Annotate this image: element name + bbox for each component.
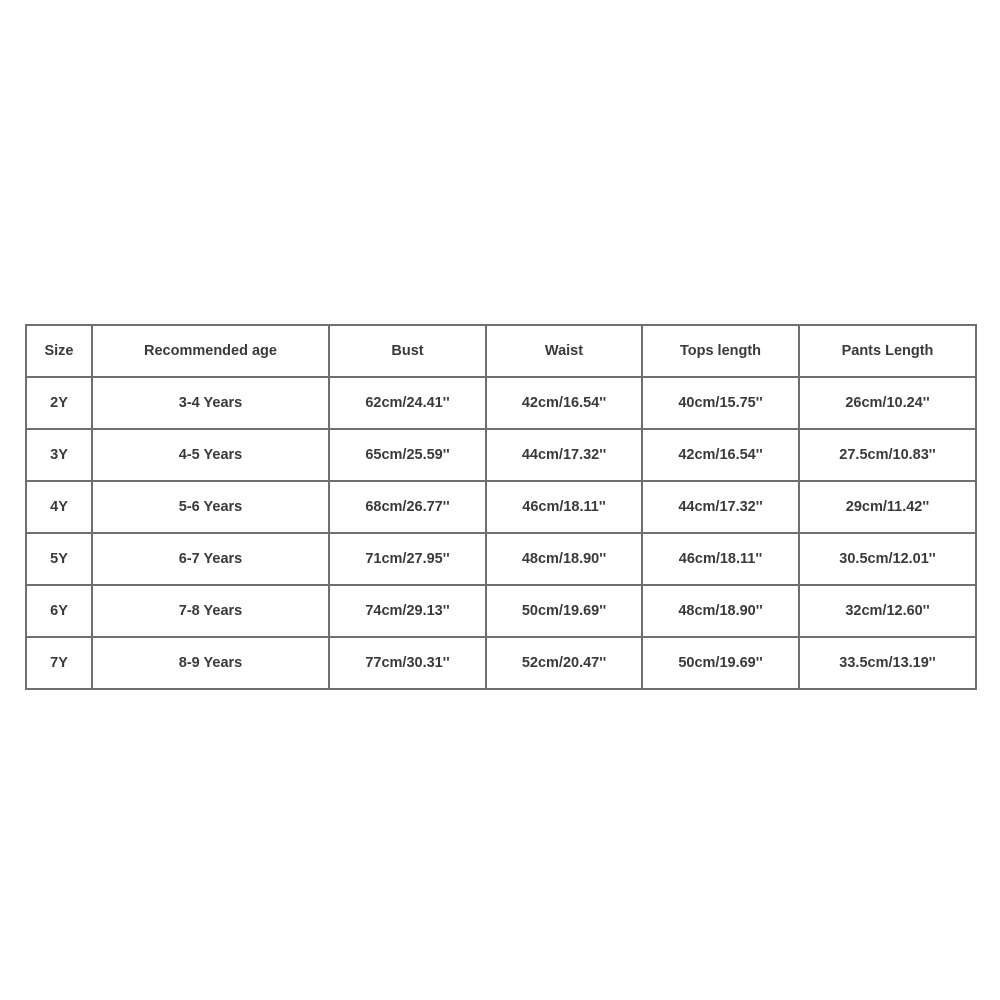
cell-recommended-age: 3-4 Years [92, 377, 329, 429]
table-row [26, 429, 976, 481]
cell-tops-length: 42cm/16.54'' [642, 429, 799, 481]
cell-recommended-age: 5-6 Years [92, 481, 329, 533]
cell-waist: 42cm/16.54'' [486, 377, 642, 429]
cell-waist: 52cm/20.47'' [486, 637, 642, 689]
cell-bust: 74cm/29.13'' [329, 585, 486, 637]
cell-size: 6Y [26, 585, 92, 637]
cell-bust: 65cm/25.59'' [329, 429, 486, 481]
cell-tops-length: 46cm/18.11'' [642, 533, 799, 585]
cell-recommended-age: 7-8 Years [92, 585, 329, 637]
size-chart-table [25, 324, 977, 690]
cell-size: 7Y [26, 637, 92, 689]
table-row [26, 481, 976, 533]
header-tops-length: Tops length [642, 325, 799, 377]
cell-pants-length: 32cm/12.60'' [799, 585, 976, 637]
cell-pants-length: 29cm/11.42'' [799, 481, 976, 533]
header-waist: Waist [486, 325, 642, 377]
table-row [26, 585, 976, 637]
cell-pants-length: 26cm/10.24'' [799, 377, 976, 429]
cell-tops-length: 50cm/19.69'' [642, 637, 799, 689]
cell-pants-length: 33.5cm/13.19'' [799, 637, 976, 689]
cell-size: 3Y [26, 429, 92, 481]
cell-waist: 44cm/17.32'' [486, 429, 642, 481]
cell-waist: 46cm/18.11'' [486, 481, 642, 533]
cell-waist: 50cm/19.69'' [486, 585, 642, 637]
cell-recommended-age: 8-9 Years [92, 637, 329, 689]
cell-recommended-age: 6-7 Years [92, 533, 329, 585]
cell-bust: 68cm/26.77'' [329, 481, 486, 533]
cell-pants-length: 30.5cm/12.01'' [799, 533, 976, 585]
cell-size: 5Y [26, 533, 92, 585]
cell-bust: 77cm/30.31'' [329, 637, 486, 689]
header-bust: Bust [329, 325, 486, 377]
cell-recommended-age: 4-5 Years [92, 429, 329, 481]
cell-bust: 62cm/24.41'' [329, 377, 486, 429]
header-recommended-age: Recommended age [92, 325, 329, 377]
cell-size: 2Y [26, 377, 92, 429]
table-row [26, 533, 976, 585]
header-size: Size [26, 325, 92, 377]
cell-pants-length: 27.5cm/10.83'' [799, 429, 976, 481]
table-header-row [26, 325, 976, 377]
cell-tops-length: 40cm/15.75'' [642, 377, 799, 429]
table-row [26, 637, 976, 689]
cell-tops-length: 44cm/17.32'' [642, 481, 799, 533]
cell-bust: 71cm/27.95'' [329, 533, 486, 585]
cell-waist: 48cm/18.90'' [486, 533, 642, 585]
table-row [26, 377, 976, 429]
header-pants-length: Pants Length [799, 325, 976, 377]
cell-size: 4Y [26, 481, 92, 533]
cell-tops-length: 48cm/18.90'' [642, 585, 799, 637]
